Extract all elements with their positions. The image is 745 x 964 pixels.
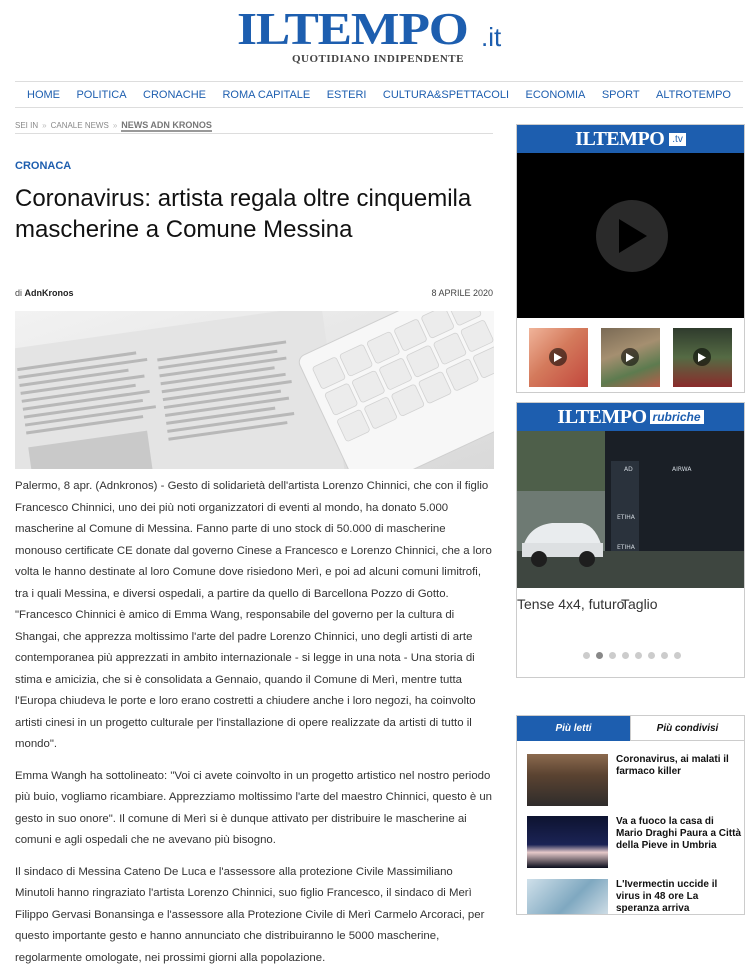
breadcrumb-separator: » <box>42 121 47 130</box>
article-byline <box>15 288 74 298</box>
logo-text: ILTEMPO <box>237 3 468 54</box>
article-date: 8 APRILE 2020 <box>431 288 493 298</box>
carousel-dot[interactable] <box>596 652 603 659</box>
news-headline[interactable]: Va a fuoco la casa di Mario Draghi Paura a Città della Pieve in Umbria <box>616 816 742 851</box>
list-item[interactable] <box>527 754 742 806</box>
byline-prefix: di <box>15 288 23 298</box>
nav-roma-capitale[interactable]: ROMA CAPITALE <box>222 88 311 101</box>
article-paragraph: Il sindaco di Messina Cateno De Luca e l'assessore alla protezione Civile Massimiliano Minutoli hanno ringraziato l'artista Lorenzo Chinnici, suo figlio Francesco, il sindaco di Merì Filippo Gervasi Bonansinga e l'assessore alla Protezione Civile di Merì Carmelo Arcoraci, per questo importante gesto e hanno annunciato che distribuiranno le 5000 mascherine, regolarmente omologate, nei prossimi giorni alla popolazione. <box>15 865 485 964</box>
breadcrumb <box>15 118 493 134</box>
svg-text:AD: AD <box>624 466 633 473</box>
video-thumbnail[interactable] <box>673 328 732 387</box>
svg-text:ETIHA: ETIHA <box>617 514 635 521</box>
tab-piu-condivisi[interactable]: Più condivisi <box>630 716 744 741</box>
nav-politica[interactable]: POLITICA <box>76 88 127 101</box>
rubriche-caption[interactable]: Taglio <box>621 596 658 612</box>
main-nav <box>15 81 743 108</box>
article-category[interactable]: CRONACA <box>15 160 72 172</box>
carousel-dot[interactable] <box>583 652 590 659</box>
svg-text:ETIHA: ETIHA <box>617 544 635 551</box>
tv-logo: ILTEMPO <box>575 127 665 150</box>
tv-widget-header <box>517 125 744 153</box>
play-icon <box>549 348 567 366</box>
nav-cronache[interactable]: CRONACHE <box>143 88 206 101</box>
logo-suffix: .it <box>481 22 502 52</box>
carousel-dot[interactable] <box>648 652 655 659</box>
news-thumbnail <box>527 754 608 806</box>
tab-piu-letti[interactable]: Più letti <box>517 716 630 741</box>
nav-home[interactable]: HOME <box>27 88 60 101</box>
tagline: QUOTIDIANO INDIPENDENTE <box>292 53 464 65</box>
car-slide-image <box>517 431 745 588</box>
nav-altrotempo[interactable]: ALTROTEMPO <box>656 88 731 101</box>
most-read-widget <box>516 715 745 915</box>
svg-text:AIRWA: AIRWA <box>672 466 692 473</box>
carousel-dot[interactable] <box>635 652 642 659</box>
video-player[interactable] <box>517 153 744 318</box>
carousel-dot[interactable] <box>609 652 616 659</box>
play-icon <box>693 348 711 366</box>
nav-economia[interactable]: ECONOMIA <box>525 88 586 101</box>
site-header <box>0 0 745 80</box>
nav-cultura-spettacoli[interactable]: CULTURA&SPETTACOLI <box>382 88 510 101</box>
article-title: Coronavirus: artista regala oltre cinquemila mascherine a Comune Messina <box>15 185 472 243</box>
article-paragraph: Emma Wangh ha sottolineato: "Voi ci avete coinvolto in un progetto artistico nel nostro periodo più buio, vogliamo ricambiare. Apprezziamo moltissimo l'arte del maestro Chinnici, questo è un gesto in suo onore". Il comune di Merì si è dunque attivato per distribuire le mascherine ai comuni e agli ospedali che ne avevano più bisogno. <box>15 769 493 846</box>
carousel-dots <box>517 652 745 659</box>
list-item[interactable] <box>527 879 742 915</box>
article-paragraph: Palermo, 8 apr. (Adnkronos) - Gesto di solidarietà dell'artista Lorenzo Chinnici, che con il figlio Francesco Chinnici, uno dei più noti organizzatori di eventi al mondo, ha donato 5.000 mascherine al Comune di Messina. Fanno parte di uno stock di 50.000 di mascherine monouso certificate CE donate dal governo Cinese a Francesco e Lorenzo Chinnici, che a loro volta le hanno destinate al loro Comune dove risiedono Merì, e poi ad alcuni comuni limitrofi, tra i quali Messina, e diversi ospedali, a partire da quello di Barcellona Pozzo di Gotto. "Francesco Chinnici è amico di Emma Wang, responsabile del governo per la cultura di Shangai, che apprezza moltissimo l'arte del padre Lorenzo Chinnici, uno degli artisti di arte contemporanea più apprezzati in ambito internazionale - si legge in una nota - Una storia di stima e amicizia, che si è consolidata a Gennaio, quando il Comune di Merì, mentre tutta l'Europa chiudeva le porte e loro erano costretti a chiudere anche i loro negozi, ha coinvolto artisti cinesi in un progetto culturale per l'installazione di opere realizzate da artisti di tutto il mondo". <box>15 480 492 750</box>
play-icon <box>621 348 639 366</box>
news-thumbnail <box>527 879 608 915</box>
rubriche-widget <box>516 402 745 678</box>
nav-sport[interactable]: SPORT <box>601 88 640 101</box>
rubriche-suffix: rubriche <box>650 410 704 424</box>
carousel-dot[interactable] <box>661 652 668 659</box>
breadcrumb-prefix: SEI IN <box>15 121 39 130</box>
rubriche-caption[interactable]: Tense 4x4, futuro <box>517 596 625 612</box>
breadcrumb-item-current[interactable]: NEWS ADN KRONOS <box>121 119 212 130</box>
iltempo-tv-widget <box>516 124 745 393</box>
most-read-tabs <box>517 716 744 741</box>
carousel-dot[interactable] <box>674 652 681 659</box>
nav-esteri[interactable]: ESTERI <box>326 88 367 101</box>
news-headline[interactable]: Coronavirus, ai malati il farmaco killer <box>616 754 729 777</box>
video-thumbnails <box>517 318 744 397</box>
rubriche-logo: ILTEMPO <box>557 405 647 428</box>
list-item[interactable] <box>527 816 742 868</box>
tv-suffix: .tv <box>669 133 686 146</box>
rubriche-carousel[interactable] <box>517 431 745 588</box>
video-thumbnail[interactable] <box>529 328 588 387</box>
article-hero-image <box>15 311 494 469</box>
rubriche-header <box>517 403 744 431</box>
news-thumbnail <box>527 816 608 868</box>
video-thumbnail[interactable] <box>601 328 660 387</box>
article-body <box>15 476 493 964</box>
news-headline[interactable]: L'Ivermectin uccide il virus in 48 ore La speranza arriva <box>616 879 718 914</box>
breadcrumb-item[interactable]: CANALE NEWS <box>50 121 109 130</box>
carousel-dot[interactable] <box>622 652 629 659</box>
newspaper-keyboard-image <box>15 311 494 469</box>
play-icon[interactable] <box>596 200 668 272</box>
breadcrumb-separator: » <box>112 121 118 130</box>
article-author[interactable]: AdnKronos <box>24 288 74 298</box>
site-logo[interactable] <box>237 3 502 54</box>
